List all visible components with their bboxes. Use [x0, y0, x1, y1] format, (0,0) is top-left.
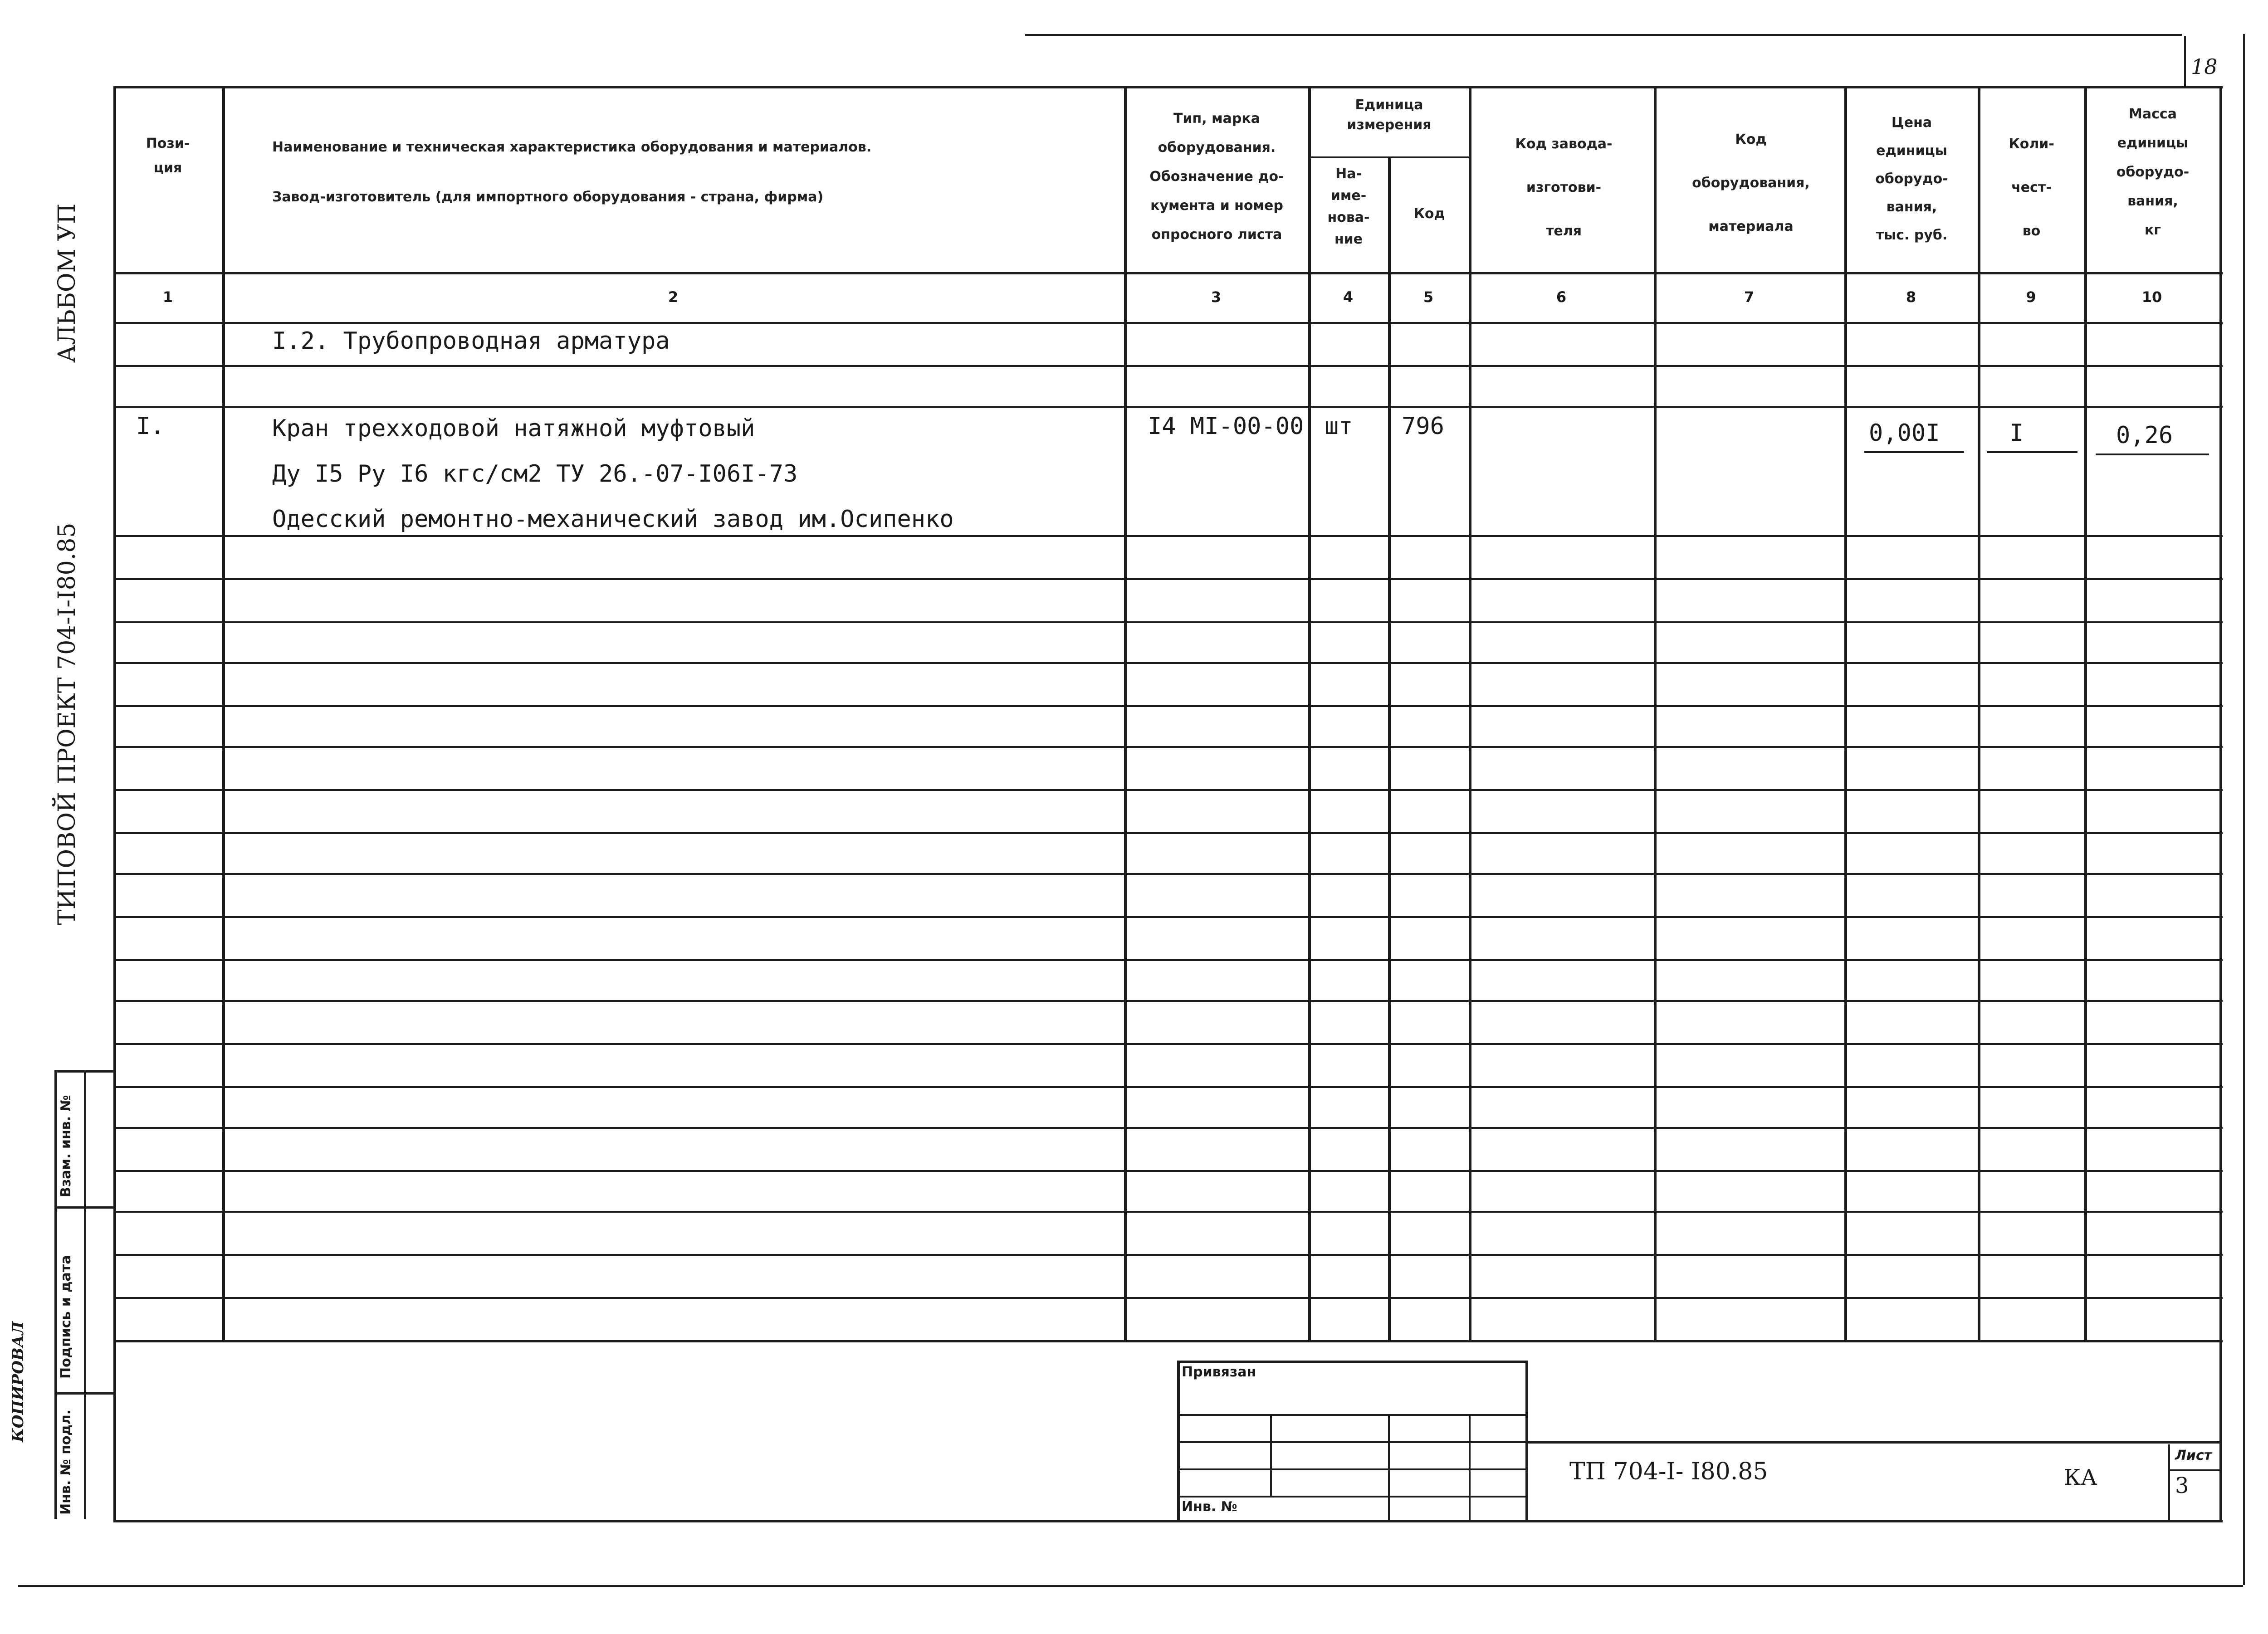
left-stamp-outer [54, 1070, 57, 1519]
header-maker-code-line: изготови- [1526, 180, 1602, 195]
header-price-line: Цена [1891, 115, 1932, 131]
sheet-edge-bottom [18, 1585, 2243, 1587]
row-line [113, 873, 2223, 875]
header-position-line: ция [153, 160, 182, 176]
row-line [113, 705, 2223, 707]
header-type-line: кумента и номер [1150, 198, 1283, 214]
header-unit-group-line: измерения [1347, 117, 1432, 133]
item-position: I. [136, 413, 165, 440]
header-price [1847, 109, 1976, 249]
price-underline [1864, 451, 1964, 453]
tb-row [1177, 1441, 1526, 1443]
row-line [113, 1297, 2223, 1299]
header-mass [2087, 100, 2219, 245]
tb-doc-code: ТП 704-I- I80.85 [1569, 1458, 1768, 1485]
colnum-bottom [113, 322, 2223, 324]
row-line [113, 662, 2223, 664]
item-mass: 0,26 [2116, 422, 2173, 449]
header-maker-code-line: Код завода- [1515, 136, 1613, 152]
column-number: 4 [1343, 288, 1354, 306]
header-type [1127, 104, 1306, 249]
header-equip-code [1658, 118, 1844, 249]
row-line [113, 406, 2223, 408]
header-bottom [113, 272, 2223, 274]
header-maker-code-line: теля [1546, 223, 1582, 239]
tb-sheet-left [2168, 1444, 2170, 1522]
item-name-line3: Одесский ремонтно-механический завод им.Осипенко [272, 506, 954, 533]
sheet-edge-top [1025, 34, 2182, 36]
corner-sheet-number: 18 [2191, 54, 2218, 79]
project-label: ТИПОВОЙ ПРОЕКТ 704-I-I80.85 [54, 522, 81, 925]
header-unit-group [1311, 95, 1467, 135]
tb-col [1469, 1414, 1471, 1520]
tb-row [1177, 1496, 1526, 1497]
row-line [113, 1000, 2223, 1002]
header-mass-line: кг [2144, 222, 2161, 238]
item-unit-name: шт [1325, 413, 1353, 440]
header-mass-line: оборудо- [2116, 164, 2190, 180]
tb-sheet-number: 3 [2175, 1473, 2189, 1498]
header-name-line: Наименование и техническая характеристика оборудования и материалов. [272, 139, 872, 155]
row-line [113, 959, 2223, 961]
left-stamp-inner [84, 1070, 86, 1519]
header-unit-name-line: нова- [1327, 210, 1370, 225]
header-price-line: вания, [1886, 199, 1937, 215]
item-unit-code: 796 [1402, 413, 1444, 440]
header-position [113, 132, 222, 180]
header-name [272, 122, 1120, 222]
header-quantity-line: чест- [2011, 180, 2052, 195]
row-line [113, 1211, 2223, 1213]
item-type-mark: I4 МI-00-00 [1148, 413, 1304, 440]
column-number: 5 [1423, 288, 1434, 306]
tb-privyazan-top [1177, 1361, 1526, 1363]
header-type-line: оборудования. [1158, 140, 1276, 156]
left-stamp-sign-date: Подпись и дата [58, 1255, 74, 1379]
tb-sheet-divider [2168, 1469, 2219, 1471]
stamp-code-label: КОПИРОВАЛ [9, 1321, 27, 1442]
header-equip-code-line: оборудования, [1692, 175, 1810, 191]
frame-top [113, 86, 2223, 88]
frame-bottom [113, 1520, 2223, 1522]
header-position-line: Пози- [146, 136, 190, 151]
header-name-line: Завод-изготовитель (для импортного оборудования - страна, фирма) [272, 189, 824, 205]
column-number: 7 [1744, 288, 1755, 306]
row-line [113, 1086, 2223, 1088]
tb-col [1388, 1414, 1390, 1520]
row-line [113, 1043, 2223, 1045]
row-line [113, 578, 2223, 580]
sheet-edge-right [2243, 34, 2245, 1585]
header-mass-line: вания, [2127, 193, 2178, 209]
frame-right [2219, 86, 2222, 1522]
column-number: 3 [1211, 288, 1222, 306]
album-label: АЛЬБОМ УП [54, 203, 81, 363]
quantity-underline [1987, 451, 2077, 453]
row-line [113, 746, 2223, 748]
row-line [113, 832, 2223, 834]
header-equip-code-line: Код [1735, 132, 1767, 147]
header-price-line: оборудо- [1875, 171, 1948, 187]
header-type-line: опросного листа [1151, 227, 1282, 243]
column-number: 1 [162, 288, 173, 306]
row-line [113, 1127, 2223, 1129]
section-title: I.2. Трубопроводная арматура [272, 327, 670, 355]
header-unit-name-line: име- [1330, 188, 1367, 204]
tb-col [1270, 1414, 1272, 1496]
row-line [113, 916, 2223, 918]
header-price-line: единицы [1876, 143, 1947, 159]
tb-row [1177, 1468, 1526, 1470]
unit-group-divider [1308, 156, 1469, 158]
header-mass-line: единицы [2117, 135, 2189, 151]
header-maker-code [1474, 122, 1653, 253]
header-quantity-line: во [2022, 223, 2041, 239]
header-quantity-line: Коли- [2009, 136, 2054, 152]
tb-doc-row-top [1525, 1441, 2219, 1444]
header-type-line: Тип, марка [1173, 111, 1260, 127]
header-mass-line: Масса [2129, 106, 2177, 122]
header-price-line: тыс. руб. [1876, 227, 1948, 243]
header-unit-code: Код [1413, 206, 1445, 222]
header-quantity [1980, 122, 2082, 253]
column-number: 6 [1556, 288, 1567, 306]
header-unit-name-line: ние [1334, 231, 1363, 247]
tb-sheet-label: Лист [2175, 1448, 2212, 1463]
row-line [113, 1254, 2223, 1256]
left-stamp-replace-inv: Взам. инв. № [58, 1095, 74, 1197]
column-number: 9 [2026, 288, 2036, 306]
tb-privyazan-label: Привязан [1182, 1364, 1256, 1380]
row-line [113, 621, 2223, 623]
column-number: 2 [668, 288, 679, 306]
row-line [113, 365, 2223, 367]
item-quantity: I [2009, 419, 2024, 447]
corner-box-left [2184, 36, 2186, 86]
header-equip-code-line: материала [1708, 219, 1794, 234]
col-line-4 [1388, 156, 1391, 1340]
mass-underline [2096, 454, 2209, 455]
table-bottom [113, 1340, 2223, 1342]
column-number: 8 [1906, 288, 1916, 306]
header-unit-name [1310, 163, 1387, 250]
header-unit-name-line: На- [1335, 166, 1362, 182]
left-stamp-inv-no: Инв. № подл. [58, 1409, 74, 1515]
tb-inv-label: Инв. № [1182, 1499, 1237, 1515]
header-type-line: Обозначение до- [1149, 169, 1284, 185]
row-line [113, 535, 2223, 537]
item-name-line1: Кран трехходовой натяжной муфтовый [272, 415, 755, 442]
item-name-line2: Ду I5 Ру I6 кгс/см2 ТУ 26.-07-I06I-73 [272, 460, 798, 488]
item-price: 0,00I [1869, 419, 1940, 447]
header-unit-group-line: Единица [1355, 97, 1423, 113]
row-line [113, 1170, 2223, 1172]
column-number: 10 [2141, 288, 2162, 306]
row-line [113, 789, 2223, 791]
tb-row [1177, 1414, 1526, 1416]
tb-section: КА [2064, 1465, 2097, 1490]
